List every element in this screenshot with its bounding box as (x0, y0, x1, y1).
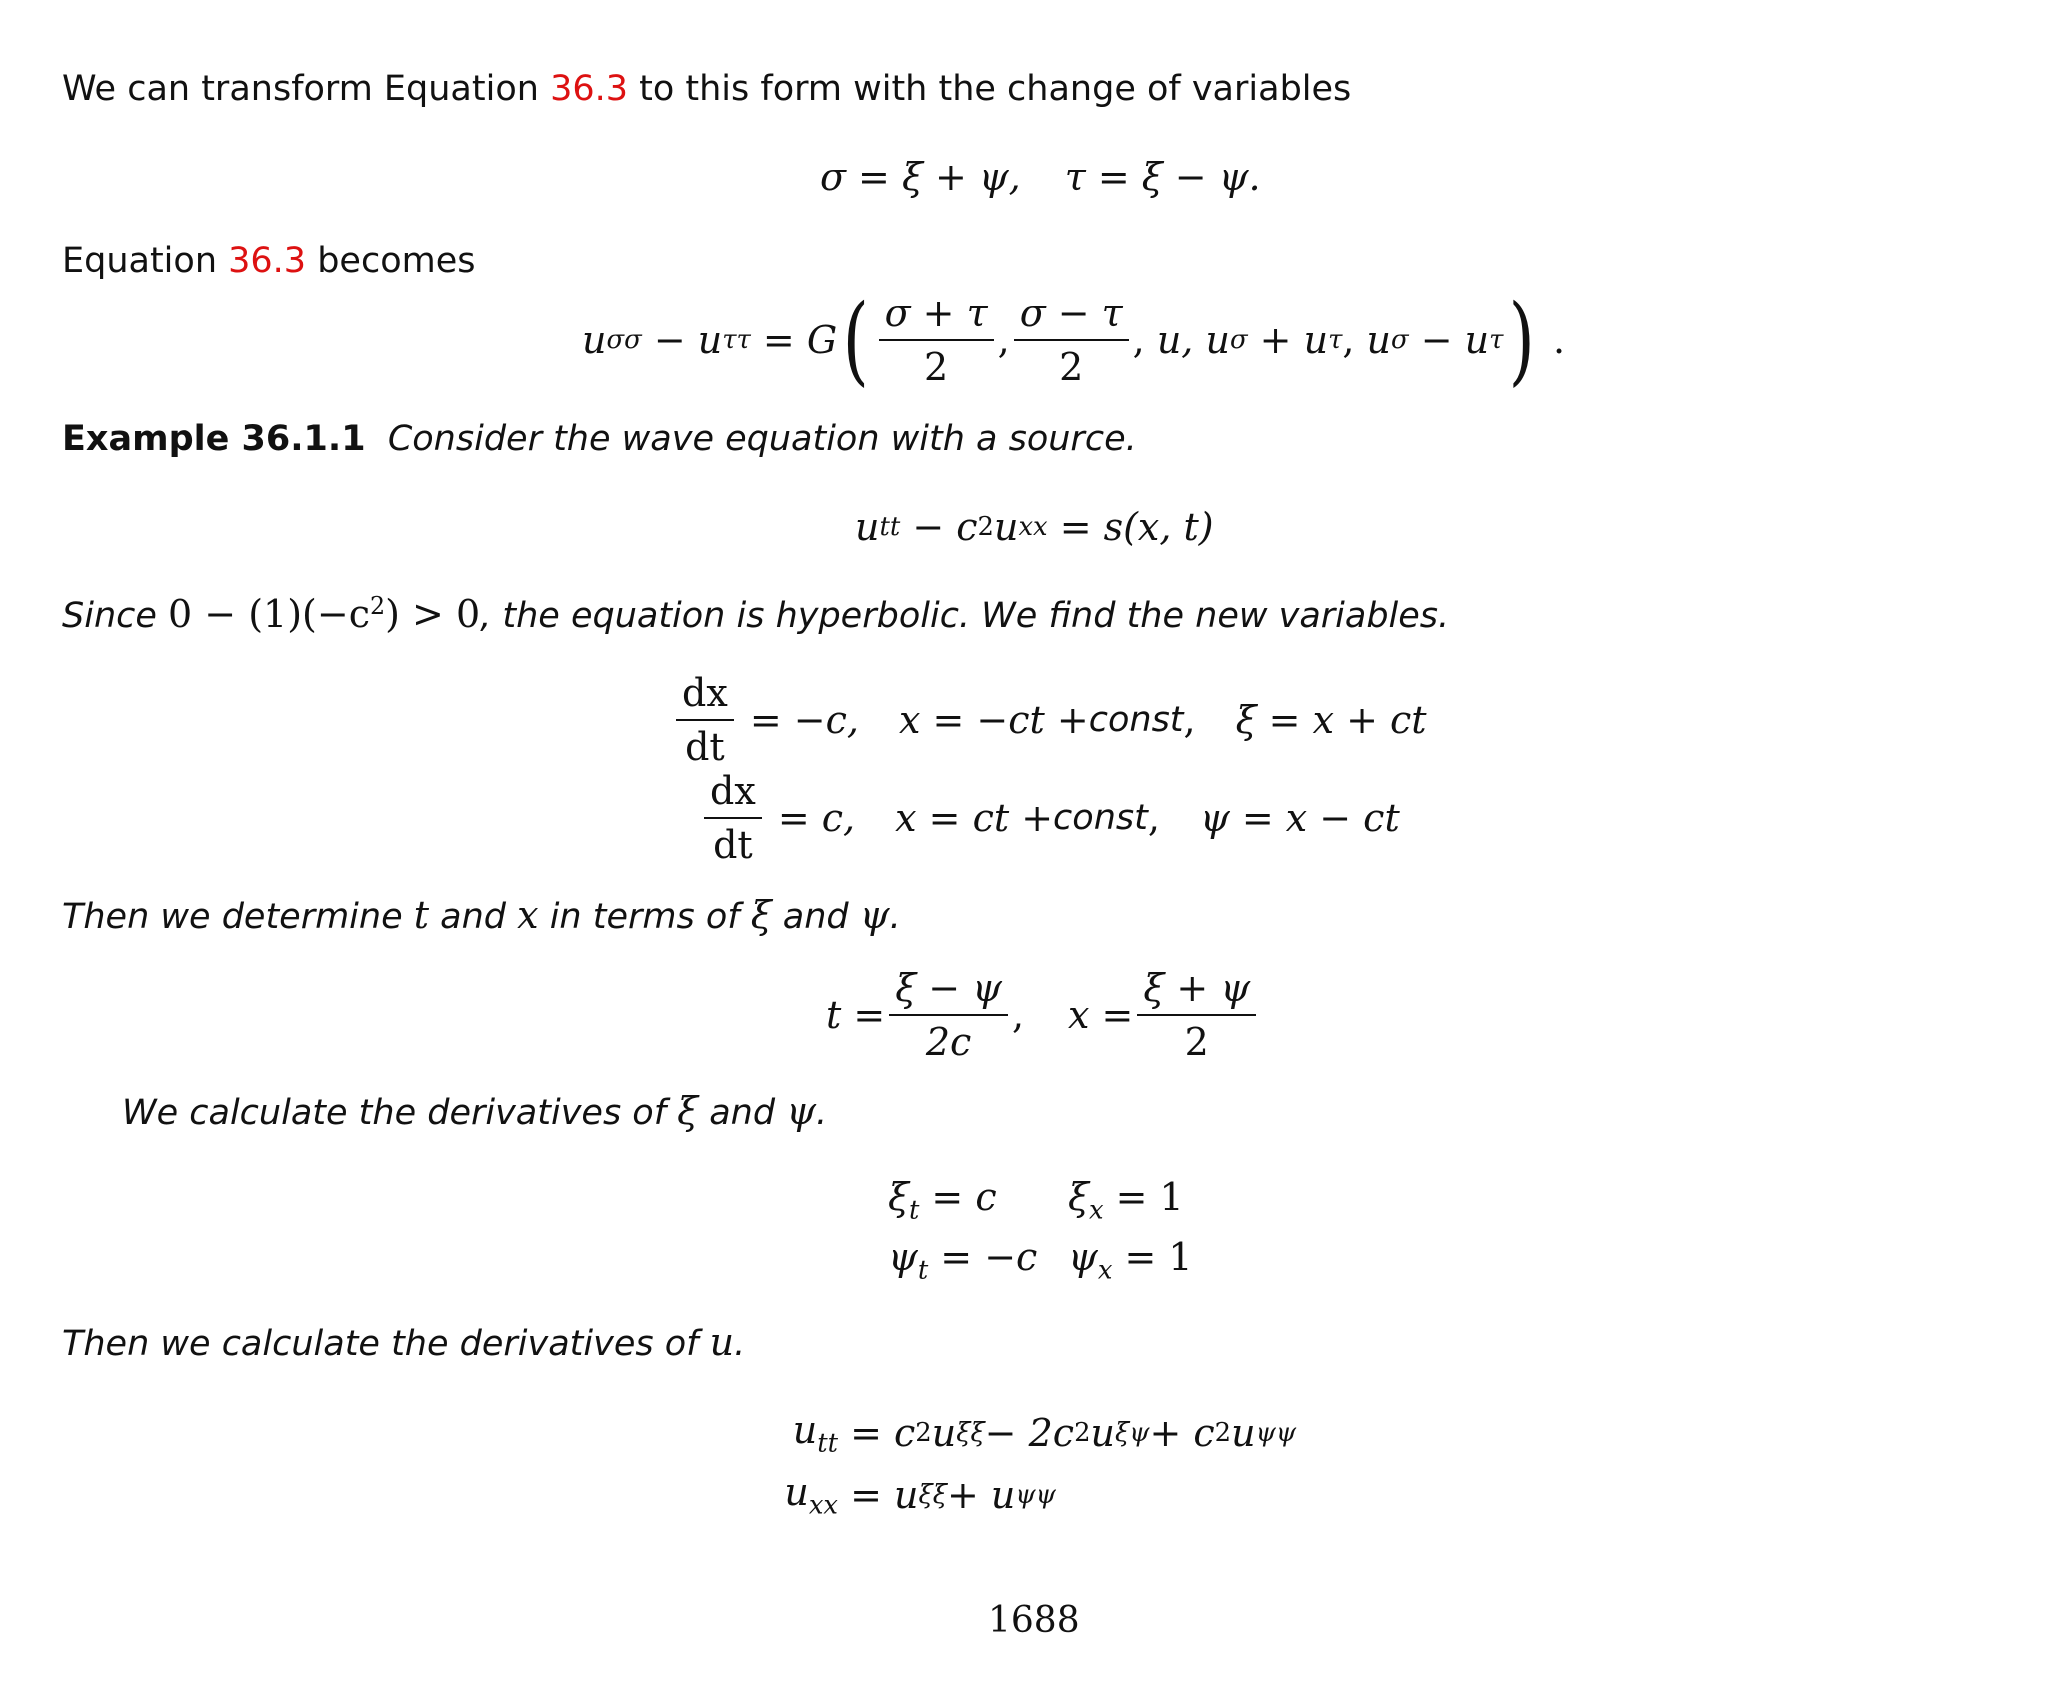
equation-u-tt: $u_{tt}$ = c 2 u ξξ − 2c 2 u ξψ + c 2 u ψψ (792, 1408, 1297, 1459)
equation-ref-link[interactable]: 36.3 (228, 241, 307, 281)
equation-derivatives-row-2: $\psi_t = -c$ $\psi_x = 1$ (888, 1235, 1193, 1286)
paragraph-derivatives-u: Then we calculate the derivatives of u. (62, 1320, 746, 1364)
derivative-fraction: $\frac{dx}{dt}$ (704, 769, 762, 867)
equation-u-xx: $u_{xx}$ = u ξξ + u ψψ (784, 1470, 1056, 1521)
fraction: $\frac{\xi - \psi}{2c}$ (889, 966, 1008, 1064)
paragraph-derivatives-xi-psi: We calculate the derivatives of ξ and ψ. (122, 1089, 828, 1133)
equation-ref-link[interactable]: 36.3 (550, 69, 628, 109)
fraction: $\frac{\xi + \psi}{2}$ (1137, 966, 1256, 1064)
paragraph-determine: Then we determine t and x in terms of ξ and ψ. (62, 893, 901, 937)
equation-derivatives-row-1: $\xi_t = c$ $\xi_x = 1$ (888, 1175, 1184, 1226)
paragraph-intro: We can transform Equation 36.3 to this form with the change of variables (62, 69, 1352, 109)
fraction: $\frac{\sigma - \tau}{2}$ (1014, 291, 1129, 389)
equation-characteristic-1: $\frac{dx}{dt}$ = −c, x = −ct + const , ξ = x + ct (672, 670, 1427, 770)
example-label: Example 36.1.1 (62, 419, 366, 459)
equation-wave: u tt − c 2 u xx = s(x, t) (855, 505, 1214, 549)
page-number: 1688 (988, 1600, 1080, 1641)
equation-t-x: t = $\frac{\xi - \psi}{2c}$ , x = $\frac{\xi + \psi}{2}$ (826, 965, 1260, 1065)
equation-change-of-variables: σ = ξ + ψ, τ = ξ − ψ. (820, 155, 1261, 199)
paragraph-hyperbolic: Since $0 - (1)(-c^2) > 0$, the equation is hyperbolic. We find the new variables. (62, 592, 1450, 637)
paragraph-becomes: Equation 36.3 becomes (62, 241, 476, 281)
example-heading: Example 36.1.1 Consider the wave equation with a source. (62, 419, 1137, 459)
equation-transformed: u σσ − u ττ = G ( $\frac{\sigma + \tau}{2}$ , $\frac{\sigma - \tau}{2}$ , u, u σ + u τ , u σ − u τ ) . (582, 284, 1566, 396)
derivative-fraction: $\frac{dx}{dt}$ (676, 671, 734, 769)
equation-characteristic-2: $\frac{dx}{dt}$ = c, x = ct + const , ψ = x − ct (700, 768, 1400, 868)
fraction: $\frac{\sigma + \tau}{2}$ (879, 291, 994, 389)
